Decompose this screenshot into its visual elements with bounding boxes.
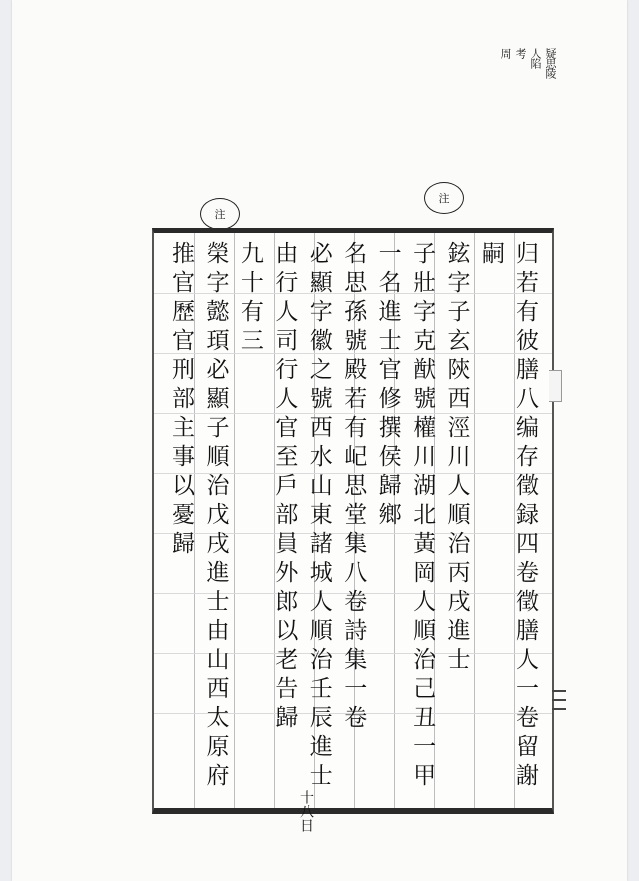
edge-mark: [552, 708, 566, 710]
margin-note-line: 考: [514, 48, 527, 58]
side-annotation: 十八日: [298, 790, 314, 832]
text-column: 鉉字子玄陝西涇川人順治丙戌進士: [443, 241, 470, 676]
edge-mark: [552, 699, 566, 701]
text-column: 归若有彼膳八编存徵録四卷徵膳人一卷留謝嗣: [477, 241, 538, 792]
text-column: 推官歷官刑部主事以憂歸: [168, 241, 194, 560]
text-column: 必顯字徽之號西水山東諸城人順治壬辰進士: [305, 241, 332, 792]
document-page: [12, 0, 627, 881]
text-column: 子壯字克猷號權川湖北黃岡人順治己丑一甲: [409, 241, 436, 792]
text-columns: [164, 241, 542, 800]
text-column: 一名進士官修撰侯歸鄉: [374, 241, 401, 531]
edge-mark: [552, 690, 566, 692]
circle-stamp-right: 注: [424, 182, 464, 214]
edge-marks: [552, 690, 566, 717]
margin-note-line: 人陷: [529, 48, 542, 68]
page-tab: [549, 370, 562, 402]
manuscript-sheet: [152, 228, 554, 814]
text-column: 榮字懿頊必顯子順治戊戌進士由山西太原府: [202, 241, 229, 792]
text-column: 九十有三: [236, 241, 263, 357]
margin-note-line: 周: [499, 48, 512, 58]
margin-annotation: [467, 48, 557, 238]
text-column: 由行人司行人官至戶部員外郎以老告歸: [271, 241, 298, 734]
text-column: 名思孫號殿若有屺思堂集八卷詩集一卷: [340, 241, 367, 734]
circle-stamp-left: 注: [200, 198, 240, 230]
margin-note-line: 疑思陵: [544, 48, 557, 78]
